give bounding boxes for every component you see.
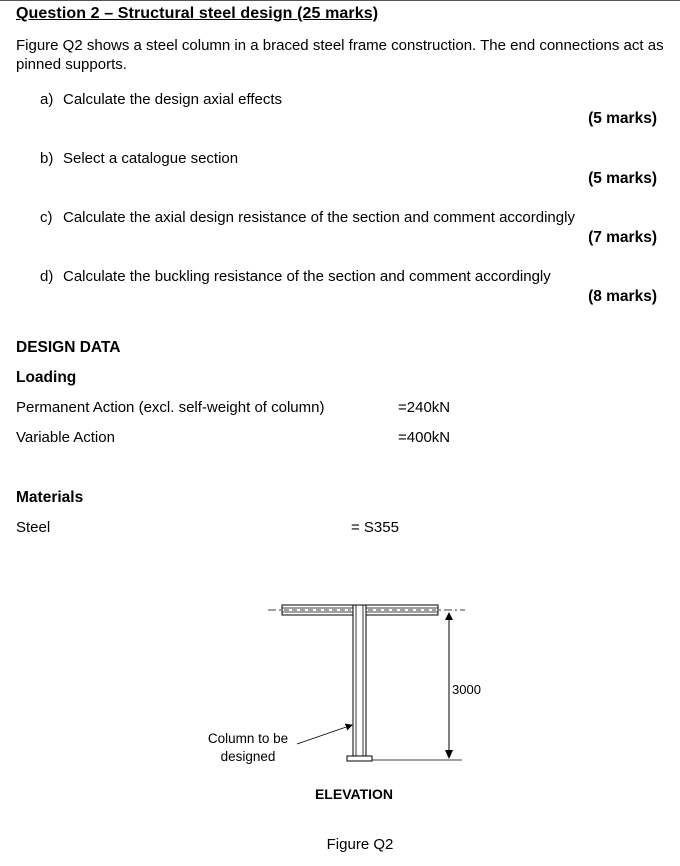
materials-heading: Materials	[16, 489, 84, 506]
steel-column	[347, 605, 372, 761]
column-note-line1: Column to be	[207, 731, 289, 746]
part-d-marks: (8 marks)	[588, 288, 657, 305]
elevation-label: ELEVATION	[314, 786, 394, 802]
part-d	[40, 268, 551, 285]
permanent-action-value: =240kN	[398, 399, 451, 416]
column-leader-arrow	[297, 725, 352, 744]
part-d-text: Calculate the buckling resistance of the section and comment accordingly	[63, 268, 551, 285]
question-intro: Figure Q2 shows a steel column in a braced steel frame construction. The end connections act as pinned supports.	[16, 37, 664, 73]
variable-action-label: Variable Action	[16, 429, 115, 446]
figure-caption: Figure Q2	[326, 836, 394, 853]
beam-right	[366, 605, 438, 615]
dimension-3000: 3000	[452, 682, 481, 697]
steel-label: Steel	[16, 519, 51, 536]
part-c-text: Calculate the axial design resistance of the section and comment accordingly	[63, 209, 575, 226]
part-b-text: Select a catalogue section	[63, 150, 239, 167]
variable-action-value: =400kN	[398, 429, 451, 446]
part-c-marks: (7 marks)	[588, 229, 657, 246]
part-a-text: Calculate the design axial effects	[63, 91, 283, 108]
part-a-marks: (5 marks)	[588, 110, 657, 127]
part-c	[40, 209, 575, 226]
part-c-label: c)	[40, 209, 53, 226]
base-plate	[347, 756, 372, 761]
part-a-label: a)	[40, 91, 54, 108]
beam-left	[282, 605, 353, 615]
question-title: Question 2 – Structural steel design (25 marks)	[16, 5, 379, 22]
design-data-heading: DESIGN DATA	[16, 339, 121, 356]
part-d-label: d)	[40, 268, 54, 285]
column-note-line2: designed	[220, 749, 276, 764]
part-b-label: b)	[40, 150, 54, 167]
part-a	[40, 91, 282, 108]
part-b-marks: (5 marks)	[588, 170, 657, 187]
elevation-figure	[0, 590, 680, 866]
loading-heading: Loading	[16, 369, 77, 386]
permanent-action-label: Permanent Action (excl. self-weight of column)	[16, 399, 325, 416]
part-b	[40, 150, 238, 167]
top-rule	[0, 0, 680, 1]
steel-value: = S355	[351, 519, 399, 536]
